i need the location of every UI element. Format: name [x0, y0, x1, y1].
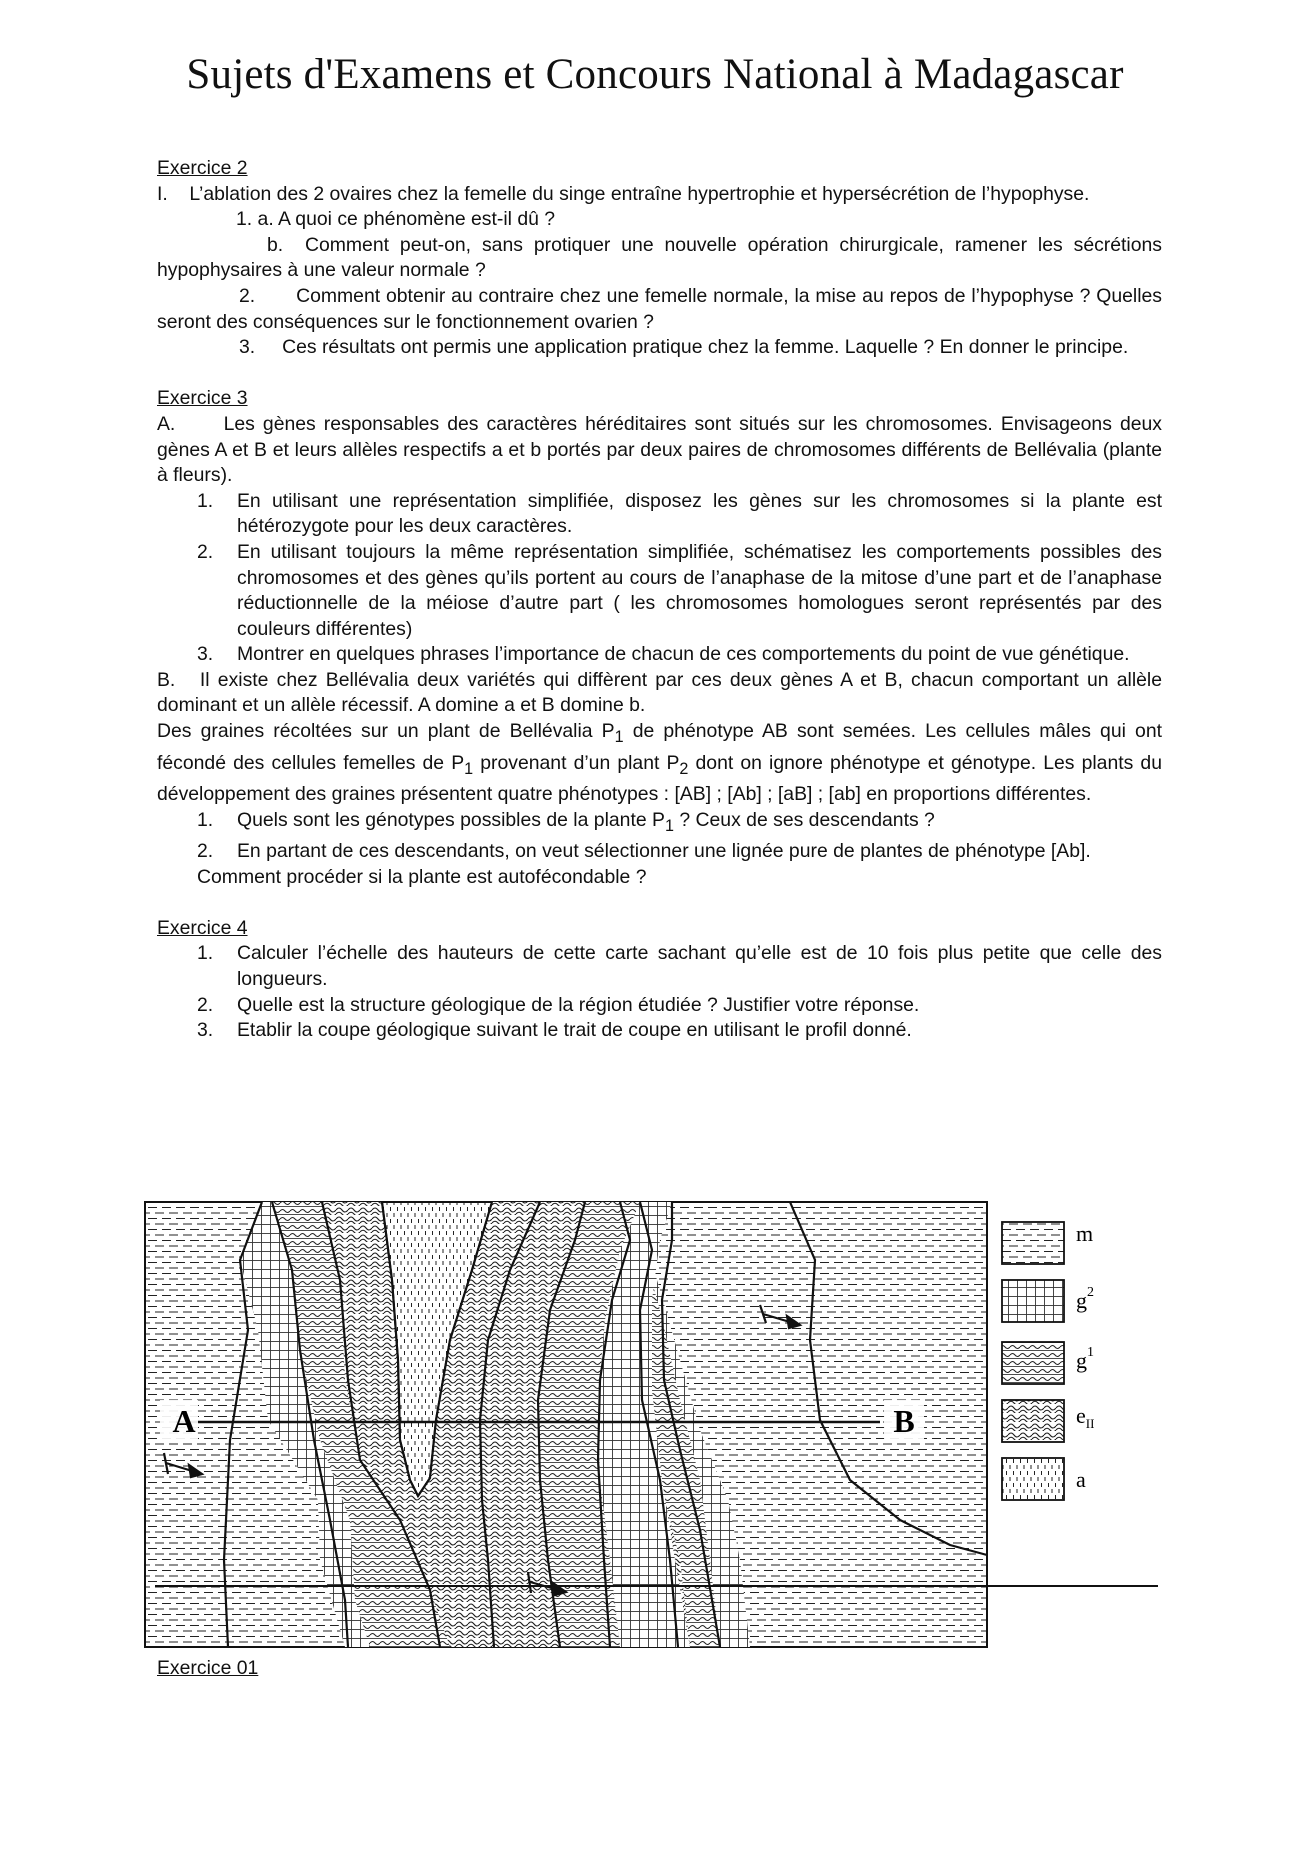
point-b-label: B: [893, 1403, 915, 1439]
legend-label-eII: $e_{II}$: [1076, 1403, 1095, 1431]
exercise-4-heading: Exercice 4: [157, 916, 248, 939]
exercise-2-heading: Exercice 2: [157, 157, 248, 179]
exercise-01-heading: Exercice 01: [157, 1657, 259, 1679]
exercise-2-q1a: 1. a. A quoi ce phénomène est-il dû ?: [236, 208, 556, 231]
legend-swatch-eII: [1002, 1400, 1064, 1442]
part-a-item: 1. En utilisant une représentation simplifiée, disposez les gènes sur les chromosomes si la plante est hétérozygote pour les deux caractères.: [197, 489, 1162, 538]
exercise-4-item: 2. Quelle est la structure géologique de la région étudiée ? Justifier votre réponse.: [197, 993, 920, 1016]
legend-swatch-g1: [1002, 1342, 1064, 1384]
page-title: Sujets d'Examens et Concours National à Madagascar: [186, 51, 1124, 98]
exercise-2-q2: 2. Comment obtenir au contraire chez une femelle normale, la mise au repos de l’hypophyse ? Quelles seront des conséquences sur le fonctionnement ovarien ?: [157, 284, 1168, 333]
part-a-item: 3. Montrer en quelques phrases l’importance de chacun de ces comportements du point de vue génétique.: [197, 643, 1130, 666]
legend-swatch-g2: [1002, 1280, 1064, 1322]
legend-swatch-a: [1002, 1458, 1064, 1500]
map-legend: [1002, 1221, 1094, 1500]
exercise-3-part-b-text: Des graines récoltées sur un plant de Bellévalia $P_1$ de phénotype AB sont semées. Les cellules mâles qui ont fécondé des cellules femelles de $P_1$ provenant d’un plant $P_2$ dont on ignore phénotype et génotype. Les plants du développement des graines présentent quatre phénotypes : [AB] ; [Ab] ; [aB] ; [ab] en proportions différentes.: [157, 720, 1163, 805]
legend-label-a: a: [1076, 1467, 1086, 1492]
exercise-3-heading: Exercice 3: [157, 387, 248, 410]
exercise-4-item: 1. Calculer l’échelle des hauteurs de cette carte sachant qu’elle est de 10 fois plus petite que celle des longueurs.: [197, 942, 1162, 991]
legend-label-g2: $g^2$: [1076, 1285, 1094, 1313]
legend-label-g1: $g^1$: [1076, 1345, 1094, 1373]
part-b-item: 1. Quels sont les génotypes possibles de la plante $P_1$ ? Ceux de ses descendants ?: [197, 808, 935, 835]
legend-label-m: m: [1076, 1221, 1094, 1246]
part-b-item: 2. En partant de ces descendants, on veut sélectionner une lignée pure de plantes de phénotype [Ab].: [197, 840, 1091, 863]
legend-swatch-m: [1002, 1222, 1064, 1264]
exercise-2-q3: 3. Ces résultats ont permis une application pratique chez la femme. Laquelle ? En donner le principe.: [239, 336, 1129, 359]
part-a-item: 2. En utilisant toujours la même représentation simplifiée, schématisez les comportements possibles des chromosomes et des gènes qu’ils portent au cours de l’anaphase de la mitose d’une part et de l’anaphase réductionnelle de la méiose d’autre part ( les chromosomes homologues seront représentés par des couleurs différentes): [197, 540, 1162, 640]
exercise-4-item: 3. Etablir la coupe géologique suivant le trait de coupe en utilisant le profil donné.: [197, 1019, 912, 1042]
part-b-closing: Comment procéder si la plante est autofécondable ?: [197, 865, 647, 888]
intro-number: I.: [157, 182, 168, 205]
exercise-2-q1b: b. Comment peut-on, sans protiquer une nouvelle opération chirurgicale, ramener les sécrétions hypophysaires à une valeur normale ?: [157, 233, 1168, 282]
intro-text: L’ablation des 2 ovaires chez la femelle du singe entraîne hypertrophie et hypersécrétion de l’hypophyse.: [189, 182, 1090, 205]
exercise-3-part-b: B. Il existe chez Bellévalia deux variétés qui diffèrent par ces deux gènes A et B, chacun comportant un allèle dominant et un allèle récessif. A domine a et B domine b.: [157, 668, 1168, 717]
point-a-label: A: [172, 1403, 196, 1439]
exercise-3-part-a: A. Les gènes responsables des caractères héréditaires sont situés sur les chromosomes. Envisageons deux gènes A et B et leurs allèles respectifs a et b portés par deux paires de chromosomes différents de Bellévalia (plante à fleurs).: [157, 412, 1168, 487]
